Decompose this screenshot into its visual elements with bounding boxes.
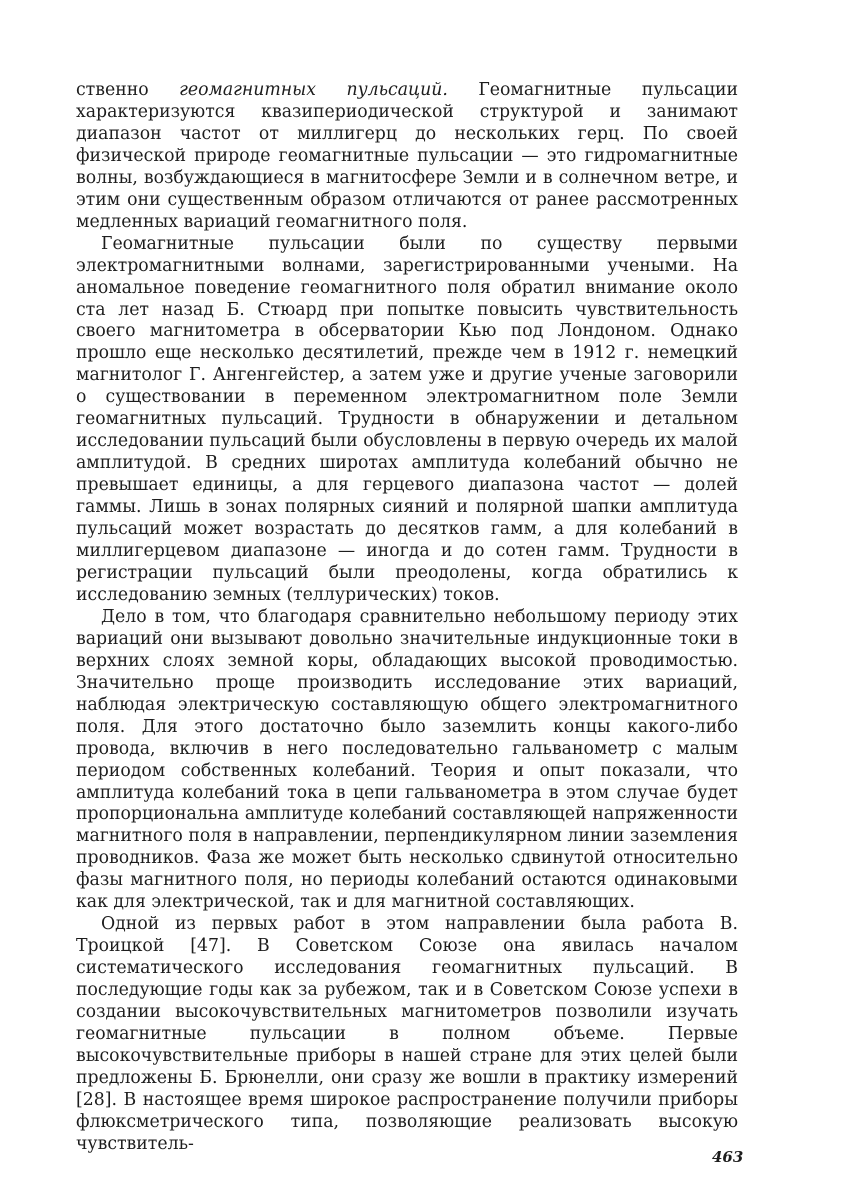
- paragraph-1: [76, 80, 738, 234]
- paragraph-3: Дело в том, что благодаря сравнительно небольшому периоду этих вариаций они вызывают довольно значительные индукционные токи в верхних слоях земной коры, обладающих высокой проводимостью. Значительно проще производить исследование этих вариаций, наблюдая электрическую составляющую общего электромагнитного поля. Для этого достаточно было заземлить концы какого-либо провода, включив в него последовательно гальванометр с малым периодом собственных колебаний. Теория и опыт показали, что амплитуда колебаний тока в цепи гальванометра в этом случае будет пропорциональна амплитуде колебаний составляющей напряженности магнитного поля в направлении, перпендикулярном линии заземления проводников. Фаза же может быть несколько сдвинутой относительно фазы магнитного поля, но периоды колебаний остаются одинаковыми как для электрической, так и для магнитной составляющих.: [76, 606, 738, 913]
- page-body: [76, 80, 738, 1156]
- paragraph-4: Одной из первых работ в этом направлении была работа В. Троицкой [47]. В Советском Союзе она явилась началом систематического исследования геомагнитных пульсаций. В последующие годы как за рубежом, так и в Советском Союзе успехи в создании высокочувствительных магнитометров позволили изучать геомагнитные пульсации в полном объеме. Первые высокочувствительные приборы в нашей стране для этих целей были предложены Б. Брюнелли, они сразу же вошли в практику измерений [28]. В настоящее время широкое распространение получили приборы флюксметрического типа, позволяющие реализовать высокую чувствитель-: [76, 914, 738, 1154]
- page-number: 463: [712, 1148, 744, 1166]
- paragraph-1-start: ственно: [76, 80, 180, 100]
- paragraph-1-italic-term: геомагнитных пульсаций.: [179, 80, 448, 100]
- paragraph-2: Геомагнитные пульсации были по существу первыми электромагнитными волнами, зарегистрированными учеными. На аномальное поведение геомагнитного поля обратил внимание около ста лет назад Б. Стюард при попытке повысить чувствительность своего магнитометра в обсерватории Кью под Лондоном. Однако прошло еще несколько десятилетий, прежде чем в 1912 г. немецкий магнитолог Г. Ангенгейстер, а затем уже и другие ученые заговорили о существовании в переменном электромагнитном поле Земли геомагнитных пульсаций. Трудности в обнаружении и детальном исследовании пульсаций были обусловлены в первую очередь их малой амплитудой. В средних широтах амплитуда колебаний обычно не превышает единицы, а для герцевого диапазона частот — долей гаммы. Лишь в зонах полярных сияний и полярной шапки амплитуда пульсаций может возрастать до десятков гамм, а для колебаний в миллигерцевом диапазоне — иногда и до сотен гамм. Трудности в регистрации пульсаций были преодолены, когда обратились к исследованию земных (теллурических) токов.: [76, 233, 738, 605]
- paragraph-1-rest: Геомагнитные пульсации характеризуются квазипериодической структурой и занимают диапазон частот от миллигерц до нескольких герц. По своей физической природе геомагнитные пульсации — это гидромагнитные волны, возбуждающиеся в магнитосфере Земли и в солнечном ветре, и этим они существенным образом отличаются от ранее рассмотренных медленных вариаций геомагнитного поля.: [76, 80, 738, 232]
